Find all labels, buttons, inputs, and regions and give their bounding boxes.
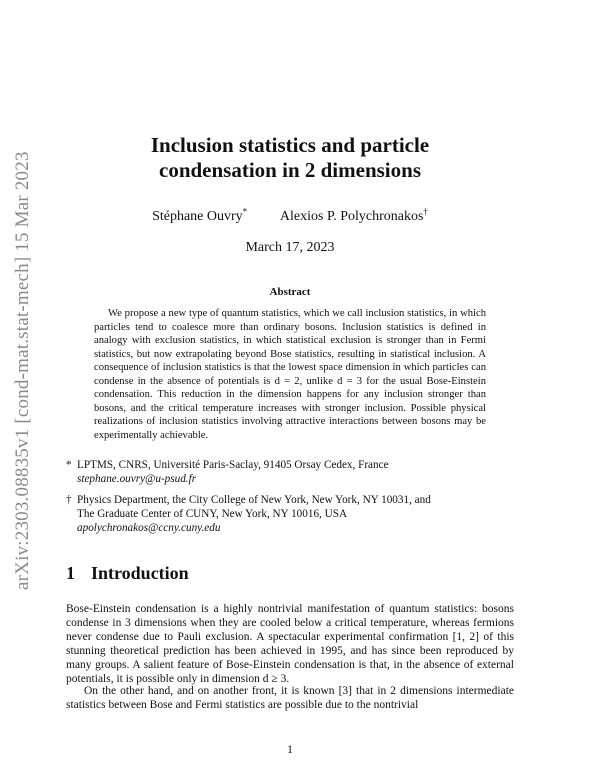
title-line-1: Inclusion statistics and particle bbox=[150, 133, 430, 157]
authors bbox=[60, 206, 520, 225]
intro-paragraph-2: On the other hand, and on another front, it is known [3] that in 2 dimensions intermediate statistics between Bose and Fermi statistics are possible due to the nontrivial bbox=[66, 685, 514, 711]
author-1 bbox=[152, 206, 248, 224]
page-number: 1 bbox=[287, 742, 293, 756]
paper-date: March 17, 2023 bbox=[245, 240, 335, 255]
abstract-text: We propose a new type of quantum statistics, which we call inclusion statistics, in which particles tend to coalesce more than ordinary bosons. Inclusion statistics is defined in analogy with exclusion statistics, in which statistical exclusion is stronger than in Fermi statistics, but now extrapolating beyond Bose statistics, resulting in statistical inclusion. A consequence of inclusion statistics is that the lowest space dimension in which particles can condense in the absence of potentials is d = 2, unlike d = 3 for the usual Bose-Einstein condensation. This reduction in the dimension happens for any inclusion stronger than bosons, and the critical temperature increases with stronger inclusion. Possible physical realizations of inclusion statistics involving attractive interactions between bosons may be experimentally achievable. bbox=[94, 308, 486, 441]
title-line-2: condensation in 2 dimensions bbox=[159, 158, 421, 182]
author-2 bbox=[279, 206, 428, 224]
footnote-2-affiliation-line-2: The Graduate Center of CUNY, New York, NY 10016, USA bbox=[77, 508, 348, 520]
footnote-2-affiliation-line-1: Physics Department, the City College of New York, New York, NY 10031, and bbox=[77, 494, 431, 506]
arxiv-identifier: arXiv:2303.08835v1 [cond-mat.stat-mech] 15 Mar 2023 bbox=[12, 151, 33, 590]
footnote-1 bbox=[66, 458, 506, 486]
section-title: Introduction bbox=[91, 563, 189, 583]
footnote-1-mark: * bbox=[66, 459, 72, 471]
footnote-1-email: stephane.ouvry@u-psud.fr bbox=[77, 473, 197, 485]
paper-title bbox=[60, 133, 520, 183]
author-2-name: Alexios P. Polychronakos bbox=[279, 208, 424, 224]
footnote-2-email: apolychronakos@ccny.cuny.edu bbox=[77, 522, 221, 534]
author-1-name: Stéphane Ouvry bbox=[152, 208, 243, 224]
section-number: 1 bbox=[66, 563, 75, 583]
footnote-1-affiliation: LPTMS, CNRS, Université Paris-Saclay, 91405 Orsay Cedex, France bbox=[77, 459, 389, 471]
author-2-mark: † bbox=[423, 206, 428, 216]
intro-paragraph-1: Bose-Einstein condensation is a highly nontrivial manifestation of quantum statistics: bosons condense in 3 dimensions when they are cooled below a critical temperature, whereas fermions never condense due to Pauli exclusion. A spectacular experimental confirmation [1, 2] of this stunning theoretical prediction has been achieved in 1995, and has since been reproduced by many groups. A salient feature of Bose-Einstein condensation is that, in the absence of external potentials, it is possible only in dimension d ≥ 3. bbox=[66, 603, 514, 685]
abstract-heading: Abstract bbox=[269, 286, 311, 298]
section-heading bbox=[66, 563, 189, 584]
footnote-2-mark: † bbox=[66, 494, 72, 506]
footnote-2 bbox=[66, 493, 506, 535]
author-1-mark: * bbox=[242, 206, 248, 216]
